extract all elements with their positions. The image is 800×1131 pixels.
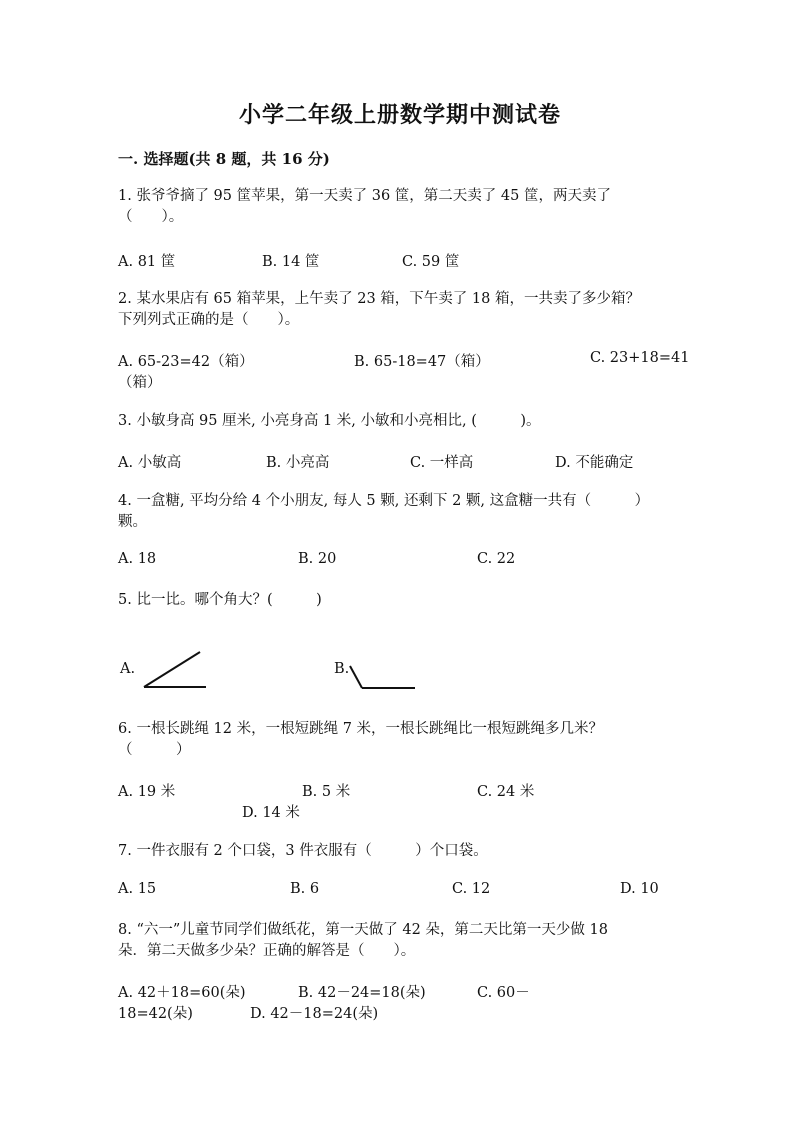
q8-option-a[interactable]: A. 42＋18=60(朵) [118,985,246,1001]
q3-option-b[interactable]: B. 小亮高 [266,455,330,471]
question-1-text: 1. 张爷爷摘了 95 筐苹果，第一天卖了 36 筐，第二天卖了 45 筐，两天卖了 [118,188,611,204]
q7-option-d[interactable]: D. 10 [620,881,659,897]
q6-option-a[interactable]: A. 19 米 [118,784,176,800]
question-1-text-cont: （ ）。 [118,209,184,225]
q3-option-d[interactable]: D. 不能确定 [555,455,634,471]
q1-option-b[interactable]: B. 14 筐 [262,254,320,270]
q5-option-a[interactable]: A. [120,661,136,677]
q7-option-c[interactable]: C. 12 [452,881,491,897]
section-heading: 一. 选择题(共 8 题，共 16 分) [118,150,330,168]
question-2-text-cont: 下列列式正确的是（ ）。 [118,312,300,328]
question-6-text: 6. 一根长跳绳 12 米，一根短跳绳 7 米，一根长跳绳比一根短跳绳多几米？ [118,721,604,737]
q8-option-d[interactable]: D. 42－18=24(朵) [250,1006,379,1022]
q6-option-b[interactable]: B. 5 米 [302,784,351,800]
question-4-text: 4. 一盒糖, 平均分给 4 个小朋友, 每人 5 颗, 还剩下 2 颗, 这盒糖一共有（ ） [118,493,650,509]
q2-option-b[interactable]: B. 65-18=47（箱） [354,354,490,370]
q5-option-b[interactable]: B. [334,661,350,677]
q1-option-c[interactable]: C. 59 筐 [402,254,460,270]
q8-option-b[interactable]: B. 42－24=18(朵) [298,985,426,1001]
q3-option-a[interactable]: A. 小敏高 [118,455,182,471]
question-8-text: 8. “六一”儿童节同学们做纸花，第一天做了 42 朵，第二天比第一天少做 18 [118,922,608,938]
angle-b-figure [348,664,418,692]
q3-option-c[interactable]: C. 一样高 [410,455,474,471]
q6-option-d[interactable]: D. 14 米 [242,805,300,821]
question-6-text-cont: （ ） [118,742,191,758]
question-7-text: 7. 一件衣服有 2 个口袋，3 件衣服有（ ）个口袋。 [118,843,488,859]
question-8-text-cont: 朵．第二天做多少朵？正确的解答是（ ）。 [118,943,416,959]
q8-option-c-cont: 18=42(朵) [118,1006,193,1022]
q7-option-a[interactable]: A. 15 [118,881,157,897]
angle-a-figure [140,648,210,690]
q2-option-c[interactable]: C. 23+18=41 [590,350,690,366]
question-4-text-cont: 颗。 [118,514,147,530]
question-2-text: 2. 某水果店有 65 箱苹果，上午卖了 23 箱，下午卖了 18 箱，一共卖了多少箱？ [118,291,640,307]
q6-option-c[interactable]: C. 24 米 [477,784,535,800]
q7-option-b[interactable]: B. 6 [290,881,320,897]
q4-option-a[interactable]: A. 18 [118,551,157,567]
q1-option-a[interactable]: A. 81 筐 [118,254,176,270]
q8-option-c[interactable]: C. 60－ [477,985,530,1001]
q4-option-c[interactable]: C. 22 [477,551,516,567]
question-3-text: 3. 小敏身高 95 厘米, 小亮身高 1 米, 小敏和小亮相比, ( )。 [118,413,541,429]
page-title: 小学二年级上册数学期中测试卷 [238,102,561,128]
question-5-text: 5. 比一比。哪个角大？( ) [118,592,322,608]
q2-option-c-cont: （箱） [118,375,162,391]
q4-option-b[interactable]: B. 20 [298,551,337,567]
q2-option-a[interactable]: A. 65-23=42（箱） [118,354,254,370]
